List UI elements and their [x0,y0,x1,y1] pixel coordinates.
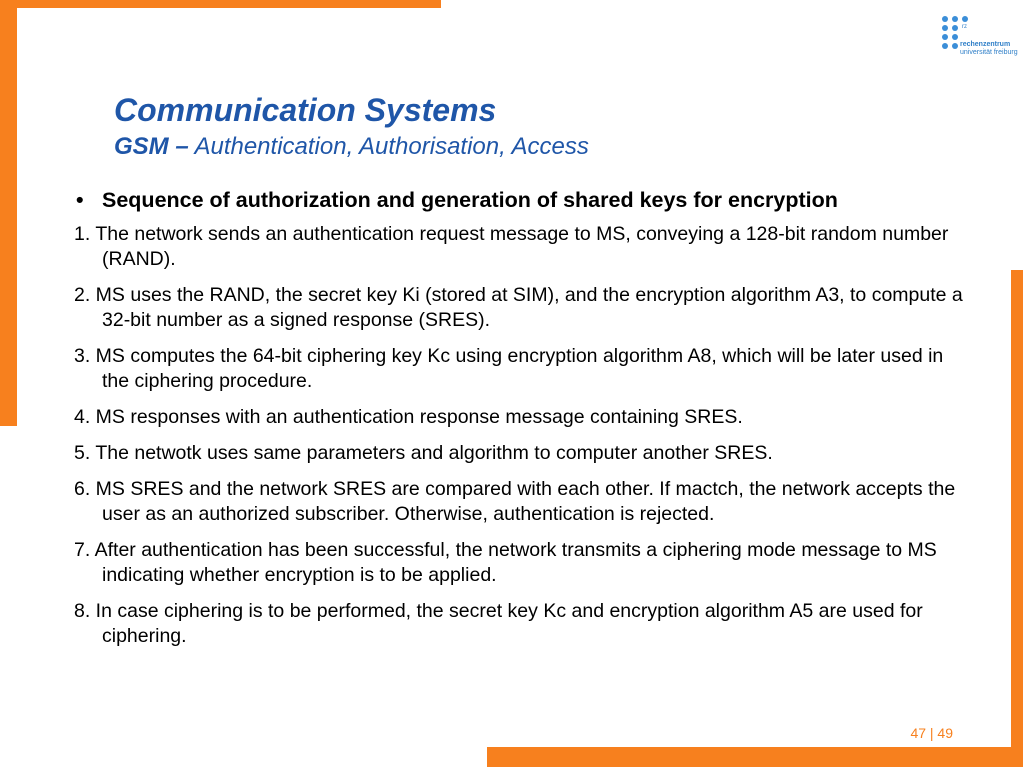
logo-line-1: rechenzentrum [960,41,1011,48]
page-number: 47 | 49 [910,725,953,741]
slide-title: Communication Systems [114,92,497,128]
accent-bar-top [0,0,441,8]
step-item: 2. MS uses the RAND, the secret key Ki (stored at SIM), and the encryption algorithm A3, to compute a 32-bit number as a signed response (SRES). [74,284,963,331]
logo-text [960,41,1018,57]
bullet-item [74,186,974,214]
bullet-marker: • [76,188,84,212]
step-item: 3. MS computes the 64-bit ciphering key Kc using encryption algorithm A8, which will be later used in the ciphering procedure. [74,345,944,392]
step-item: 7. After authentication has been successful, the network transmits a ciphering mode message to MS indicating whether encryption is to be applied. [74,539,937,586]
subtitle-rest: Authentication, Authorisation, Access [188,133,589,160]
logo-abbrev: rz [962,24,967,30]
step-item: 5. The netwotk uses same parameters and algorithm to computer another SRES. [74,442,773,464]
step-item: 6. MS SRES and the network SRES are compared with each other. If mactch, the network accepts the user as an authorized subscriber. Otherwise, authentication is rejected. [74,478,956,525]
slide-subtitle [114,132,589,162]
step-item: 8. In case ciphering is to be performed, the secret key Kc and encryption algorithm A5 are used for ciphering. [74,600,923,647]
subtitle-bold: GSM – [114,133,189,160]
logo-line-2: universität freiburg [960,49,1018,56]
accent-bar-right [1011,270,1023,767]
accent-bar-left [0,0,17,426]
accent-bar-bottom [487,747,1023,767]
bullet-text: Sequence of authorization and generation of shared keys for encryption [102,188,838,212]
slide-content [74,186,974,660]
step-item: 4. MS responses with an authentication response message containing SRES. [74,406,743,428]
step-item: 1. The network sends an authentication request message to MS, conveying a 128-bit random number (RAND). [74,223,949,270]
steps-list [74,222,974,649]
